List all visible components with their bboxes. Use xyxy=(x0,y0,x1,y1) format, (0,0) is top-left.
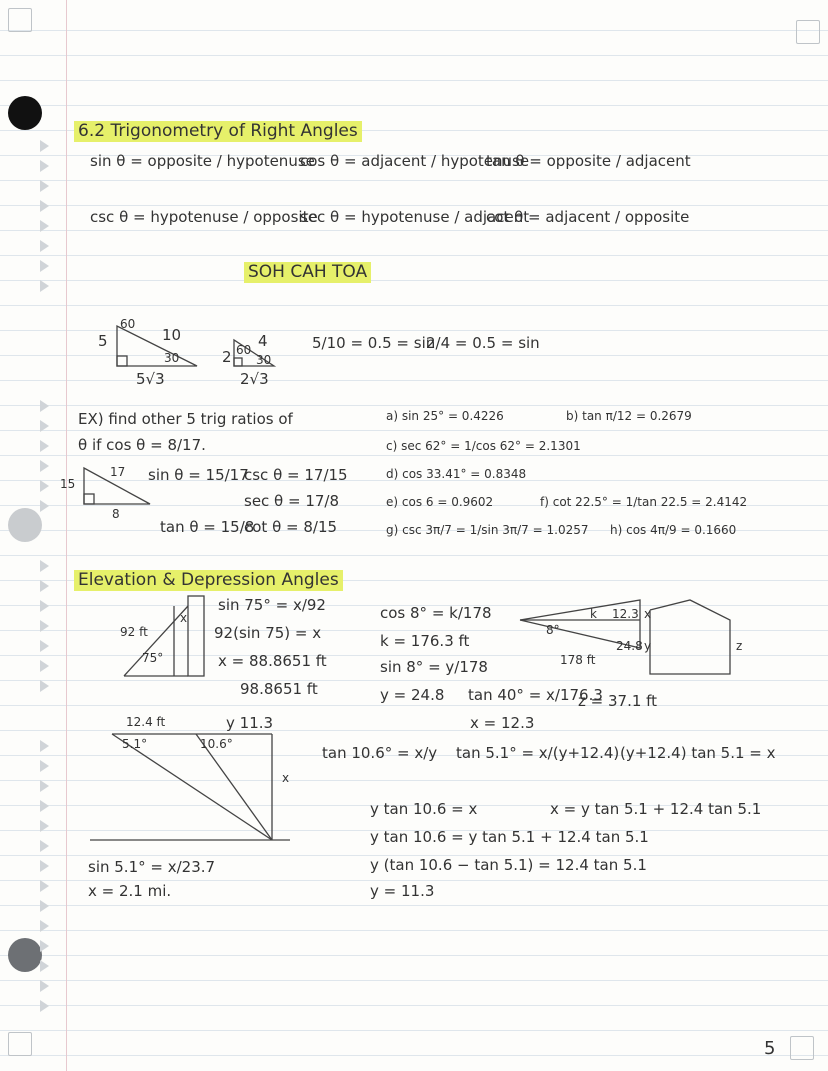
t1-hyp: 10 xyxy=(162,326,182,344)
sin-definition: sin θ = opposite / hypotenuse xyxy=(90,152,315,170)
p3-top: 12.4 ft xyxy=(126,715,166,729)
p2-hyp: 178 ft xyxy=(560,653,596,667)
cos-definition: cos θ = adjacent / hypotenuse xyxy=(300,152,530,170)
p2-line-1: cos 8° = k/178 xyxy=(380,604,492,622)
p3-line-8: y = 11.3 xyxy=(370,882,435,900)
p3-line-6: y tan 10.6 = y tan 5.1 + 12.4 tan 5.1 xyxy=(370,828,649,846)
t2-angle-right: 30 xyxy=(256,353,272,367)
p1-hyp: 92 ft xyxy=(120,625,148,639)
p3-angle-1: 5.1° xyxy=(122,737,148,751)
p2-line-6: x = 12.3 xyxy=(470,714,535,732)
example-prompt-2: θ if cos θ = 8/17. xyxy=(78,436,206,454)
p2-line-2: k = 176.3 ft xyxy=(380,632,470,650)
ladder-line xyxy=(124,606,188,676)
house-outline xyxy=(650,600,730,674)
answer-a: a) sin 25° = 0.4226 xyxy=(386,409,504,423)
right-angle-mark xyxy=(234,358,242,366)
ratio-1: 5/10 = 0.5 = sin xyxy=(312,334,436,352)
p1-line-2: 92(sin 75) = x xyxy=(214,624,322,642)
example-prompt-1: EX) find other 5 trig ratios of xyxy=(78,410,293,428)
side-8: 8 xyxy=(112,507,120,521)
t2-left: 2 xyxy=(222,348,232,366)
t1-left: 5 xyxy=(98,332,108,350)
section-title-trigonometry: 6.2 Trigonometry of Right Angles xyxy=(74,121,362,142)
ratio-sin: sin θ = 15/17 xyxy=(148,466,249,484)
csc-definition: csc θ = hypotenuse / opposite xyxy=(90,208,318,226)
p2-line-5: tan 40° = x/176.3 xyxy=(468,686,603,704)
p2-z-label: z xyxy=(736,639,743,653)
p3-sin: sin 5.1° = x/23.7 xyxy=(88,858,216,876)
tan-definition: tan θ = opposite / adjacent xyxy=(486,152,691,170)
ratio-cot: cot θ = 8/15 xyxy=(244,518,338,536)
p1-line-3: x = 88.8651 ft xyxy=(218,652,327,670)
t2-base: 2√3 xyxy=(240,370,269,388)
ratio-2: 2/4 = 0.5 = sin xyxy=(426,334,540,352)
p1-line-4: 98.8651 ft xyxy=(240,680,318,698)
p3-line-3: (y+12.4) tan 5.1 = x xyxy=(620,744,776,762)
p2-line-7: z = 37.1 ft xyxy=(578,692,658,710)
p2-seg-2: 24.8 xyxy=(616,639,643,653)
p1-angle: 75° xyxy=(142,651,164,665)
ratio-tan: tan θ = 15/8 xyxy=(160,518,255,536)
triangle-30-60-90-large xyxy=(117,326,197,366)
sec-definition: sec θ = hypotenuse / adjacent xyxy=(300,208,530,226)
p2-x-label: x xyxy=(644,607,652,621)
p3-line-2: tan 5.1° = x/(y+12.4) xyxy=(456,744,620,762)
answer-g: g) csc 3π/7 = 1/sin 3π/7 = 1.0257 xyxy=(386,523,589,537)
t1-angle: 30 xyxy=(164,351,180,365)
p3-line-1: tan 10.6° = x/y xyxy=(322,744,438,762)
p2-k-label: k xyxy=(590,607,597,621)
cot-definition: cot θ = adjacent / opposite xyxy=(486,208,690,226)
t2-hyp: 4 xyxy=(258,332,268,350)
answer-b: b) tan π/12 = 0.2679 xyxy=(566,409,692,423)
ratio-csc: csc θ = 17/15 xyxy=(244,466,348,484)
p3-line-7: y (tan 10.6 − tan 5.1) = 12.4 tan 5.1 xyxy=(370,856,647,874)
right-angle-mark xyxy=(117,356,127,366)
answer-h: h) cos 4π/9 = 0.1660 xyxy=(610,523,737,537)
right-angle-mark xyxy=(84,494,94,504)
answer-e: e) cos 6 = 0.9602 xyxy=(386,495,494,509)
p1-line-1: sin 75° = x/92 xyxy=(218,596,326,614)
p2-y-label: y xyxy=(644,639,652,653)
p1-x-label: x xyxy=(180,611,188,625)
building-wall xyxy=(188,596,204,676)
p3-y: y 11.3 xyxy=(226,714,274,732)
p3-line-5: x = y tan 5.1 + 12.4 tan 5.1 xyxy=(550,800,762,818)
t2-angle: 60 xyxy=(236,343,252,357)
mnemonic: SOH CAH TOA xyxy=(244,262,371,283)
side-15: 15 xyxy=(60,477,76,491)
p3-answer: x = 2.1 mi. xyxy=(88,882,172,900)
side-17: 17 xyxy=(110,465,126,479)
ratio-sec: sec θ = 17/8 xyxy=(244,492,340,510)
answer-c: c) sec 62° = 1/cos 62° = 2.1301 xyxy=(386,439,581,453)
p3-x-label: x xyxy=(282,771,290,785)
t1-angle-top: 60 xyxy=(120,317,136,331)
p2-angle: 8° xyxy=(546,623,560,637)
p3-line-4: y tan 10.6 = x xyxy=(370,800,478,818)
page-number: 5 xyxy=(764,1038,776,1059)
answer-f: f) cot 22.5° = 1/tan 22.5 = 2.4142 xyxy=(540,495,748,509)
section-title-elevation: Elevation & Depression Angles xyxy=(74,570,343,591)
p2-seg-1: 12.3 xyxy=(612,607,639,621)
p3-angle-2: 10.6° xyxy=(200,737,233,751)
t1-base: 5√3 xyxy=(136,370,165,388)
p2-line-3: sin 8° = y/178 xyxy=(380,658,488,676)
answer-d: d) cos 33.41° = 0.8348 xyxy=(386,467,527,481)
p2-line-4: y = 24.8 xyxy=(380,686,445,704)
